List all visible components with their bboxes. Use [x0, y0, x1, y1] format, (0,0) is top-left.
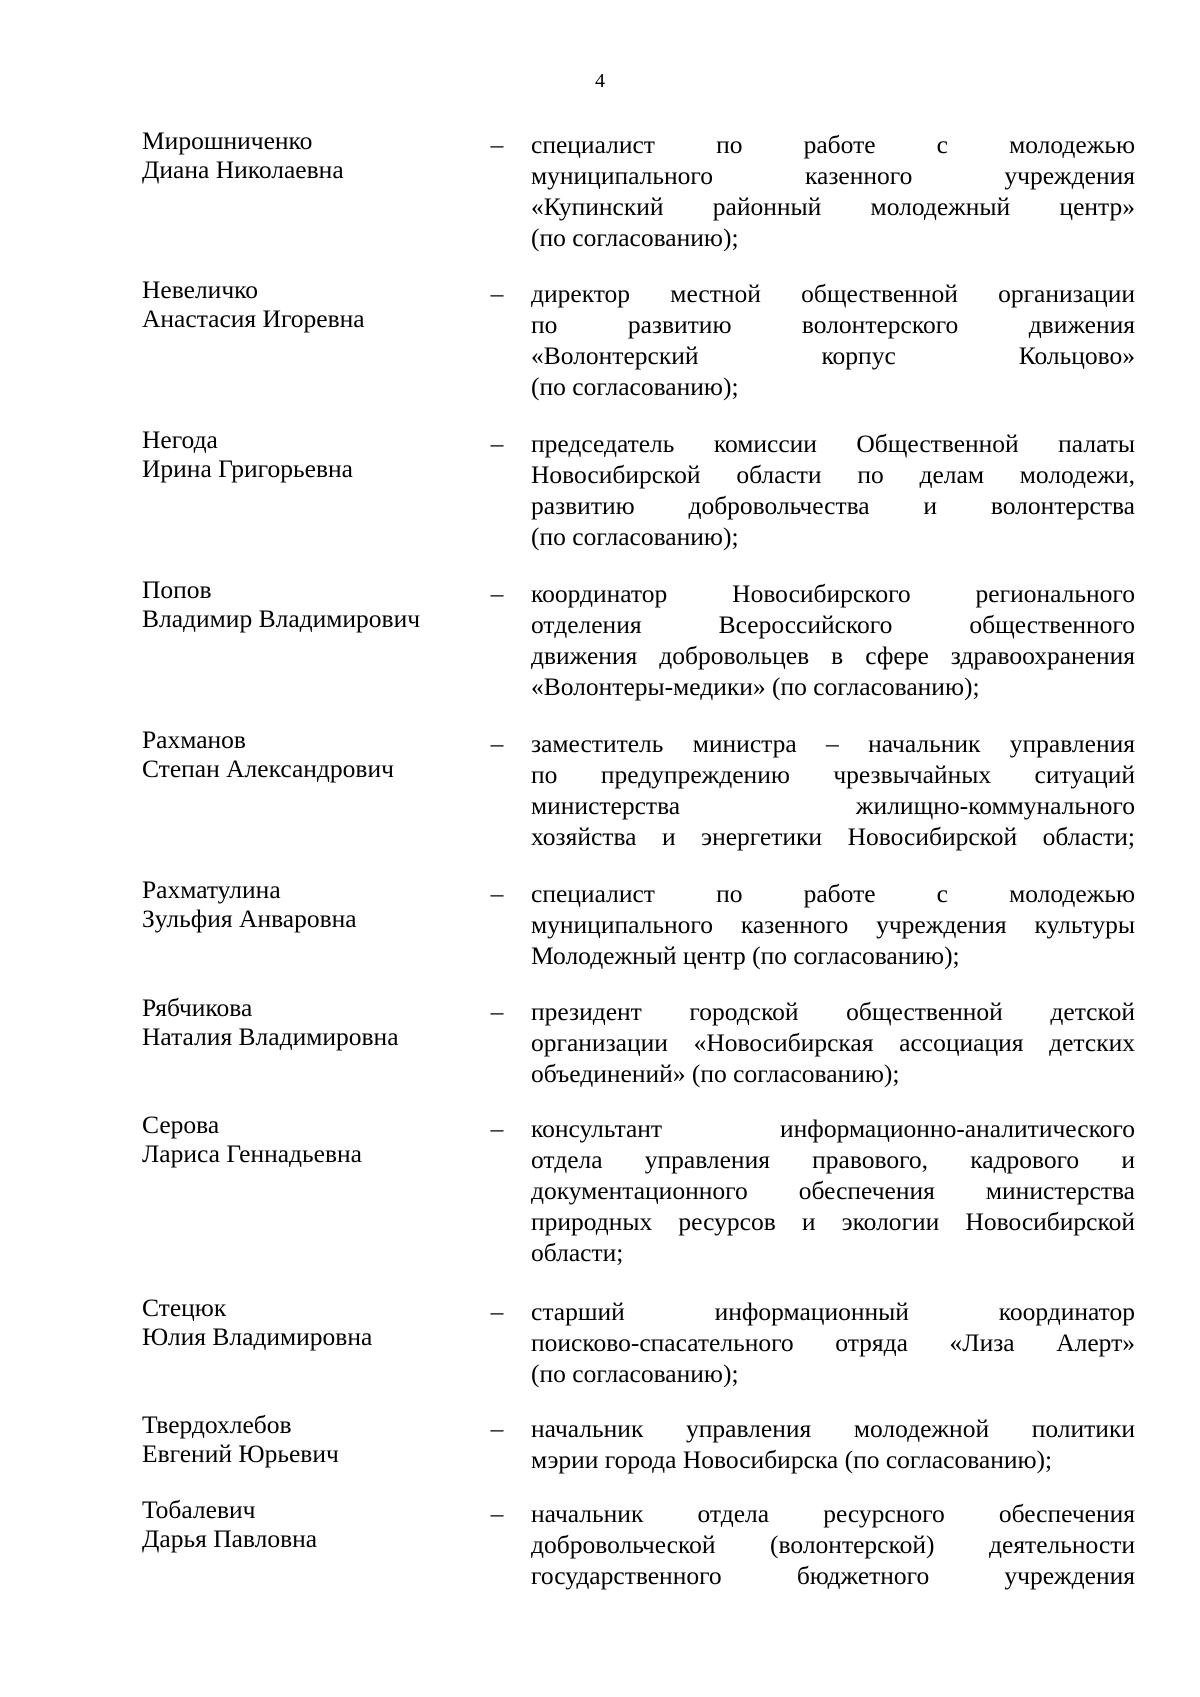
member-given-names: Лариса Геннадьевна	[142, 1139, 362, 1168]
member-name	[142, 275, 482, 333]
member-description	[531, 1113, 1135, 1268]
member-description	[531, 428, 1135, 552]
member-description	[531, 129, 1135, 253]
member-dash: –	[490, 1499, 504, 1528]
member-name	[142, 1110, 482, 1168]
description-line: (по согласованию);	[531, 372, 739, 401]
description-line: хозяйства и энергетики Новосибирской области;	[531, 822, 1135, 851]
description-line: начальник отдела ресурсного обеспечения	[531, 1499, 1135, 1528]
member-surname: Невеличко	[142, 275, 258, 304]
description-line: добровольческой (волонтерской) деятельности	[531, 1530, 1135, 1559]
description-line: объединений» (по согласованию);	[531, 1059, 900, 1088]
member-given-names: Юлия Владимировна	[142, 1322, 373, 1351]
member-description	[531, 278, 1135, 402]
description-line: по развитию волонтерского движения	[531, 310, 1135, 339]
description-line: природных ресурсов и экологии Новосибирской	[531, 1207, 1135, 1236]
member-description	[531, 996, 1135, 1089]
member-given-names: Наталия Владимировна	[142, 1022, 399, 1051]
member-given-names: Евгений Юрьевич	[142, 1439, 339, 1468]
description-line: по предупреждению чрезвычайных ситуаций	[531, 760, 1135, 789]
member-dash: –	[490, 1114, 504, 1143]
member-given-names: Степан Александрович	[142, 754, 394, 783]
description-line: координатор Новосибирского регионального	[531, 579, 1135, 608]
member-name	[142, 575, 482, 633]
member-name	[142, 1293, 482, 1351]
member-surname: Негода	[142, 425, 218, 454]
description-line: движения добровольцев в сфере здравоохранения	[531, 641, 1135, 670]
description-line: министерства жилищно-коммунального	[531, 791, 1135, 820]
description-line: мэрии города Новосибирска (по согласованию);	[531, 1445, 1053, 1474]
member-dash: –	[490, 997, 504, 1026]
member-surname: Твердохлебов	[142, 1410, 292, 1439]
member-name	[142, 425, 482, 483]
member-dash: –	[490, 729, 504, 758]
page-number: 4	[595, 70, 605, 92]
description-line: Молодежный центр (по согласованию);	[531, 941, 960, 970]
description-line: «Волонтерский корпус Кольцово»	[531, 341, 1135, 370]
member-name	[142, 1410, 482, 1468]
description-line: Новосибирской области по делам молодежи,	[531, 460, 1135, 489]
description-line: отделения Всероссийского общественного	[531, 610, 1135, 639]
member-given-names: Дарья Павловна	[142, 1524, 318, 1553]
member-description	[531, 1498, 1135, 1591]
description-line: (по согласованию);	[531, 522, 739, 551]
member-description	[531, 878, 1135, 971]
member-name	[142, 126, 482, 184]
description-line: старший информационный координатор	[531, 1297, 1135, 1326]
member-name	[142, 875, 482, 933]
description-line: муниципального казенного учреждения	[531, 161, 1135, 190]
member-name	[142, 993, 482, 1051]
description-line: документационного обеспечения министерства	[531, 1176, 1135, 1205]
member-surname: Рахматулина	[142, 875, 281, 904]
member-given-names: Диана Николаевна	[142, 155, 344, 184]
member-given-names: Анастасия Игоревна	[142, 304, 365, 333]
description-line: (по согласованию);	[531, 223, 739, 252]
description-line: «Купинский районный молодежный центр»	[531, 192, 1135, 221]
description-line: заместитель министра – начальник управления	[531, 729, 1135, 758]
description-line: председатель комиссии Общественной палаты	[531, 429, 1135, 458]
description-line: директор местной общественной организации	[531, 279, 1135, 308]
description-line: муниципального казенного учреждения культуры	[531, 910, 1135, 939]
member-description	[531, 1413, 1135, 1475]
member-dash: –	[490, 1414, 504, 1443]
description-line: специалист по работе с молодежью	[531, 130, 1135, 159]
member-surname: Попов	[142, 575, 212, 604]
member-surname: Рахманов	[142, 725, 246, 754]
description-line: специалист по работе с молодежью	[531, 879, 1135, 908]
member-description	[531, 1296, 1135, 1389]
member-name	[142, 1495, 482, 1553]
member-surname: Серова	[142, 1110, 220, 1139]
description-line: консультант информационно-аналитического	[531, 1114, 1135, 1143]
description-line: государственного бюджетного учреждения	[531, 1561, 1135, 1590]
description-line: организации «Новосибирская ассоциация детских	[531, 1028, 1135, 1057]
member-description	[531, 578, 1135, 702]
member-surname: Рябчикова	[142, 993, 253, 1022]
member-dash: –	[490, 1297, 504, 1326]
member-dash: –	[490, 429, 504, 458]
member-dash: –	[490, 279, 504, 308]
member-surname: Мирошниченко	[142, 126, 313, 155]
member-given-names: Зульфия Анваровна	[142, 904, 357, 933]
description-line: отдела управления правового, кадрового и	[531, 1145, 1135, 1174]
description-line: (по согласованию);	[531, 1359, 739, 1388]
description-line: поисково-спасательного отряда «Лиза Алерт»	[531, 1328, 1135, 1357]
description-line: области;	[531, 1238, 624, 1267]
description-line: «Волонтеры-медики» (по согласованию);	[531, 672, 980, 701]
member-dash: –	[490, 879, 504, 908]
member-given-names: Ирина Григорьевна	[142, 454, 353, 483]
member-dash: –	[490, 579, 504, 608]
description-line: президент городской общественной детской	[531, 997, 1135, 1026]
description-line: развитию добровольчества и волонтерства	[531, 491, 1135, 520]
member-surname: Тобалевич	[142, 1495, 256, 1524]
member-surname: Стецюк	[142, 1293, 227, 1322]
member-description	[531, 728, 1135, 852]
member-dash: –	[490, 130, 504, 159]
member-name	[142, 725, 482, 783]
member-given-names: Владимир Владимирович	[142, 604, 421, 633]
description-line: начальник управления молодежной политики	[531, 1414, 1135, 1443]
